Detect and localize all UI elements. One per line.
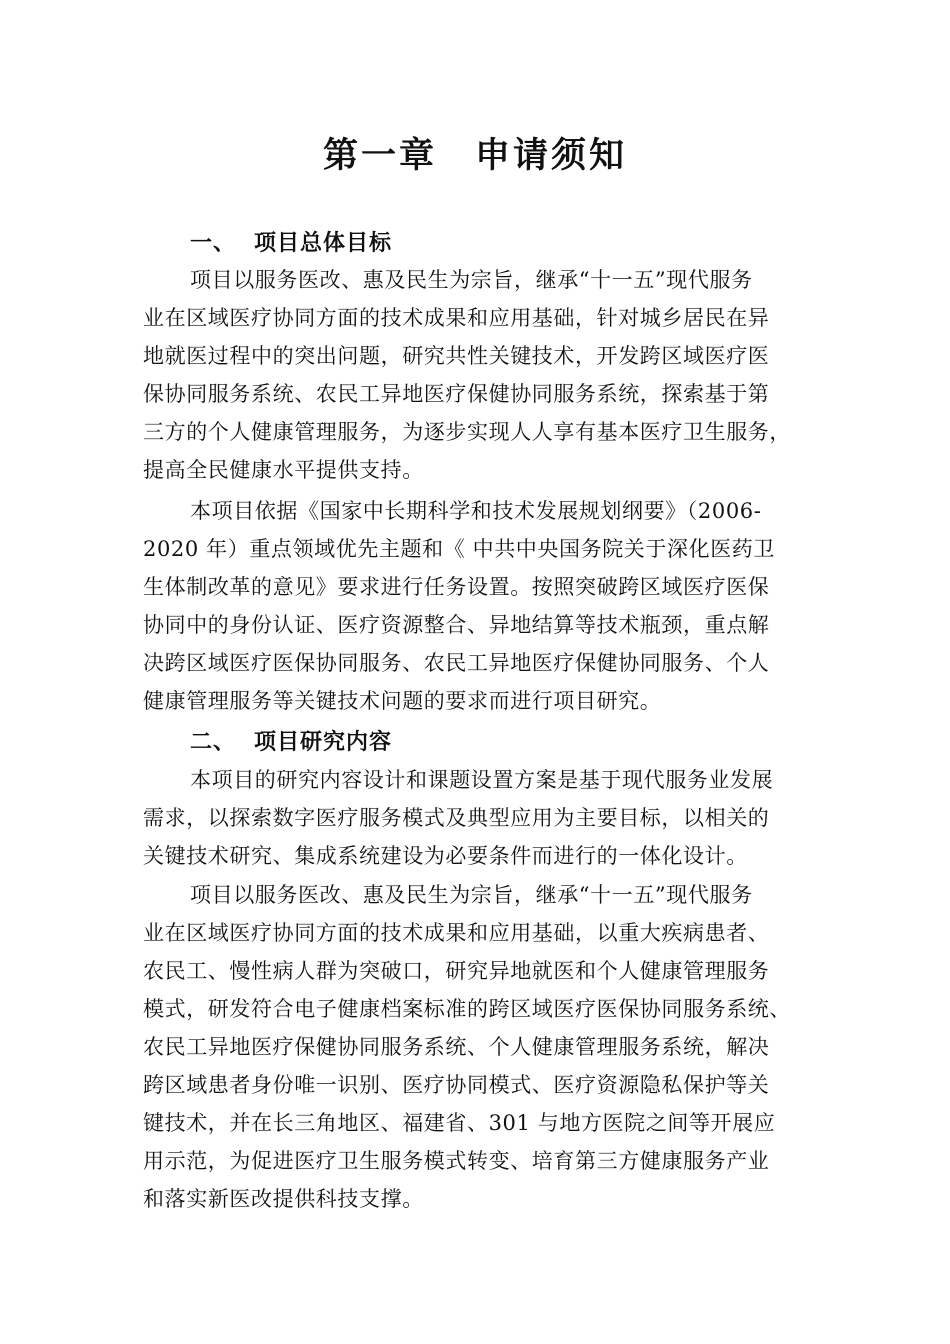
- paragraph-line: 项目以服务医改、惠及民生为宗旨，继承“十一五”现代服务: [190, 883, 753, 907]
- paragraph-line: 地就医过程中的突出问题，研究共性关键技术，开发跨区域医疗医: [143, 344, 770, 368]
- paragraph-line: 2020 年）重点领域优先主题和《 中共中央国务院关于深化医药卫: [143, 537, 775, 561]
- paragraph-line: 和落实新医改提供科技支撑。: [143, 1187, 424, 1211]
- paragraph-line: 跨区域患者身份唯一识别、医疗协同模式、医疗资源隐私保护等关: [143, 1073, 770, 1097]
- paragraph-line: 项目以服务医改、惠及民生为宗旨，继承“十一五”现代服务: [190, 268, 753, 292]
- paragraph-line: 业在区域医疗协同方面的技术成果和应用基础，以重大疾病患者、: [143, 921, 770, 945]
- paragraph-line: 用示范，为促进医疗卫生服务模式转变、培育第三方健康服务产业: [143, 1149, 770, 1173]
- paragraph-line: 三方的个人健康管理服务，为逐步实现人人享有基本医疗卫生服务，: [143, 420, 791, 444]
- section-title: 项目总体目标: [254, 230, 393, 256]
- paragraph-line: 农民工异地医疗保健协同服务系统、个人健康管理服务系统，解决: [143, 1035, 770, 1059]
- paragraph-line: 决跨区域医疗医保协同服务、农民工异地医疗保健协同服务、个人: [143, 651, 770, 675]
- paragraph-line: 本项目的研究内容设计和课题设置方案是基于现代服务业发展: [190, 768, 774, 792]
- paragraph-line: 业在区域医疗协同方面的技术成果和应用基础，针对城乡居民在异: [143, 306, 770, 330]
- paragraph-line: 健康管理服务等关键技术问题的要求而进行项目研究。: [143, 689, 662, 713]
- paragraph-line: 生体制改革的意见》要求进行任务设置。按照突破跨区域医疗医保: [143, 575, 770, 599]
- paragraph-line: 农民工、慢性病人群为突破口，研究异地就医和个人健康管理服务: [143, 959, 770, 983]
- chapter-title: 第一章 申请须知: [322, 135, 627, 176]
- paragraph-line: 协同中的身份认证、医疗资源整合、异地结算等技术瓶颈，重点解: [143, 613, 770, 637]
- section-heading-2: [190, 725, 392, 756]
- paragraph-line: 关键技术研究、集成系统建设为必要条件而进行的一体化设计。: [143, 844, 748, 868]
- paragraph-line: 保协同服务系统、农民工异地医疗保健协同服务系统，探索基于第: [143, 382, 770, 406]
- section-number: 二、: [190, 729, 237, 755]
- section-title: 项目研究内容: [254, 729, 393, 755]
- section-number: 一、: [190, 230, 237, 256]
- paragraph-line: 需求，以探索数字医疗服务模式及典型应用为主要目标，以相关的: [143, 806, 770, 830]
- paragraph-line: 键技术，并在长三角地区、福建省、301 与地方医院之间等开展应: [143, 1111, 776, 1135]
- paragraph-line: 模式，研发符合电子健康档案标准的跨区域医疗医保协同服务系统、: [143, 997, 791, 1021]
- paragraph-line: 提高全民健康水平提供支持。: [143, 458, 424, 482]
- paragraph-line: 本项目依据《国家中长期科学和技术发展规划纲要》（2006-: [190, 499, 762, 523]
- section-heading-1: [190, 226, 392, 257]
